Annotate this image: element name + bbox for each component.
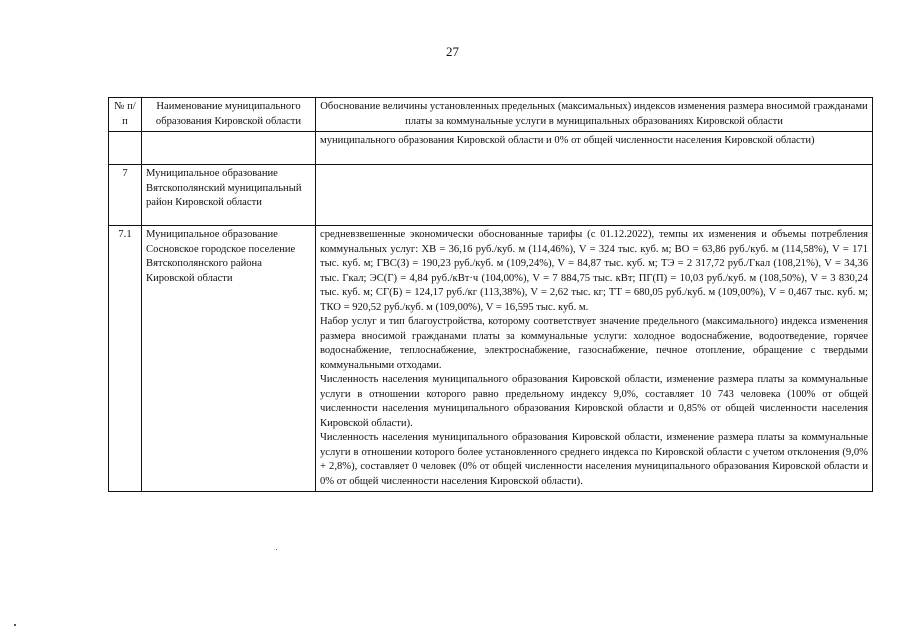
cell-municipality: Муниципальное образование Сосновское городское поселение Вятскополянского района Кировской области <box>142 226 316 492</box>
cell-num: 7 <box>109 165 142 226</box>
table-row <box>109 165 873 226</box>
justification-table <box>108 97 873 492</box>
header-num: № п/п <box>109 98 142 132</box>
table-header-row <box>109 98 873 132</box>
cell-justification <box>316 165 873 226</box>
paragraph-population-equal: Численность населения муниципального образования Кировской области, изменение размера платы за коммунальные услуги в отношении которого равно предельному индексу 9,0%, составляет 10 743 человека (100% от общей численности населения муниципального образования Кировской области и 0,85% от общей численности населения Кировской области). <box>320 374 868 429</box>
cell-municipality: Муниципальное образование Вятскополянский муниципальный район Кировской области <box>142 165 316 226</box>
cell-num <box>109 132 142 165</box>
cell-num: 7.1 <box>109 226 142 492</box>
cell-continuation: муниципального образования Кировской области и 0% от общей численности населения Кировской области) <box>316 132 873 165</box>
paragraph-services: Набор услуг и тип благоустройства, которому соответствует значение предельного (максимального) индекса изменения размера вносимой гражданами платы за коммунальные услуги: холодное водоснабжение, водоотведение, горячее водоснабжение, теплоснабжение, электроснабжение, газоснабжение, печное отопление, обращение с твердыми коммунальными отходами. <box>320 316 868 371</box>
paragraph-population-above: Численность населения муниципального образования Кировской области, изменение размера платы за коммунальные услуги в отношении которого более установленного среднего индекса по Кировской области с учетом отклонения (9,0% + 2,8%), составляет 0 человек (0% от общей численности населения муниципального образования Кировской области и 0% от общей численности населения Кировской области). <box>320 432 868 487</box>
scan-speck <box>276 549 277 550</box>
paragraph-tariffs: средневзвешенные экономически обоснованные тарифы (с 01.12.2022), темпы их изменения и объемы потребления коммунальных услуг: ХВ = 36,16 руб./куб. м (114,46%), V = 324 тыс. куб. м; ВО = 63,86 руб./куб. м (114,58%), V = 171 тыс. куб. м; ГВС(З) = 190,23 руб./куб. м (109,24%), V = 84,87 тыс. куб. м; ТЭ = 2 317,72 руб./Гкал (108,21%), V = 34,36 тыс. Гкал; ЭС(Г) = 4,84 руб./кВт·ч (104,00%), V = 7 884,75 тыс. кВт; ПГ(П) = 10,03 руб./куб. м (108,50%), V = 3 830,24 тыс. куб. м; СГ(Б) = 124,17 руб./кг (113,38%), V = 2,62 тыс. кг; ТТ = 680,05 руб./куб. м (109,00%), V = 0,467 тыс. куб. м; ТКО = 920,52 руб./куб. м (109,00%), V = 16,595 тыс. куб. м. <box>320 229 868 313</box>
cell-justification <box>316 226 873 492</box>
page-number: 27 <box>446 44 459 59</box>
scan-speck <box>14 624 16 626</box>
header-justification: Обоснование величины установленных предельных (максимальных) индексов изменения размера вносимой гражданами платы за коммунальные услуги в муниципальных образованиях Кировской области <box>316 98 873 132</box>
table-row <box>109 132 873 165</box>
cell-municipality <box>142 132 316 165</box>
table-row <box>109 226 873 492</box>
header-municipality: Наименование муниципального образования Кировской области <box>142 98 316 132</box>
